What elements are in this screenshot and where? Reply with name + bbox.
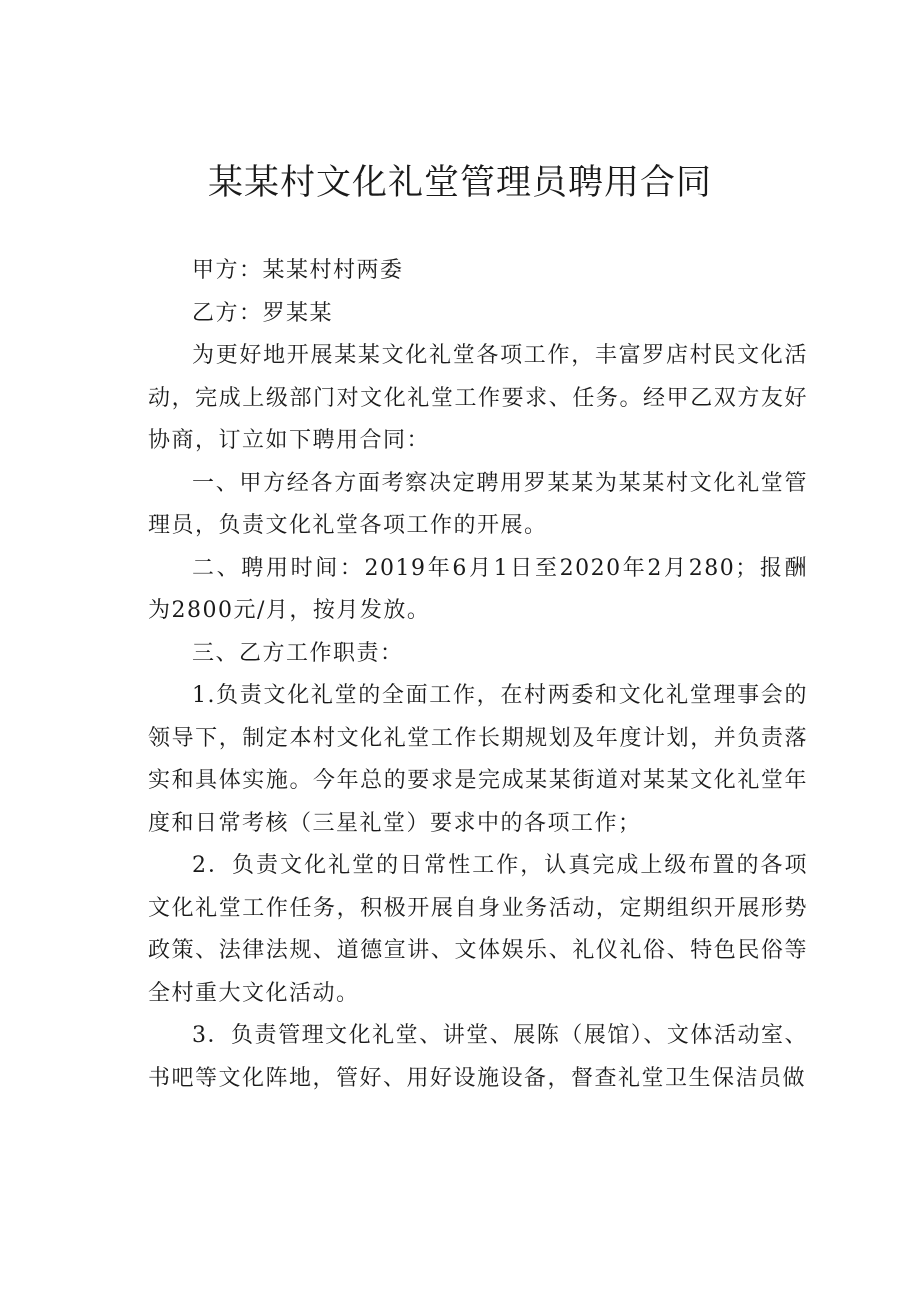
- clause-3-heading: 三、乙方工作职责：: [192, 640, 404, 666]
- clause-1-paragraph: 一、甲方经各方面考察决定聘用罗某某为某某村文化礼堂管理员，负责文化礼堂各项工作的开展。: [148, 470, 808, 538]
- document-body: [148, 250, 808, 1100]
- duty-2-paragraph: 2．负责文化礼堂的日常性工作，认真完成上级布置的各项文化礼堂工作任务，积极开展自身业务活动，定期组织开展形势政策、法律法规、道德宣讲、文体娱乐、礼仪礼俗、特色民俗等全村重大文化活动。: [148, 853, 808, 1006]
- duty-3-paragraph: 3．负责管理文化礼堂、讲堂、展陈（展馆）、文体活动室、书吧等文化阵地，管好、用好设施设备，督查礼堂卫生保洁员做: [148, 1023, 808, 1091]
- party-b-line: 乙方：罗某某: [192, 300, 334, 326]
- party-a-line: 甲方：某某村村两委: [192, 258, 404, 283]
- document-title: 某某村文化礼堂管理员聘用合同: [207, 163, 712, 203]
- duty-1-paragraph: 1.负责文化礼堂的全面工作，在村两委和文化礼堂理事会的领导下，制定本村文化礼堂工作长期规划及年度计划，并负责落实和具体实施。今年总的要求是完成某某街道对某某文化礼堂年度和日常考核（三星礼堂）要求中的各项工作；: [148, 683, 808, 836]
- preamble-paragraph: 为更好地开展某某文化礼堂各项工作，丰富罗店村民文化活动，完成上级部门对文化礼堂工作要求、任务。经甲乙双方友好协商，订立如下聘用合同：: [148, 343, 808, 453]
- clause-2-paragraph: 二、聘用时间：2019年6月1日至2020年2月280；报酬为2800元/月，按月发放。: [148, 555, 808, 623]
